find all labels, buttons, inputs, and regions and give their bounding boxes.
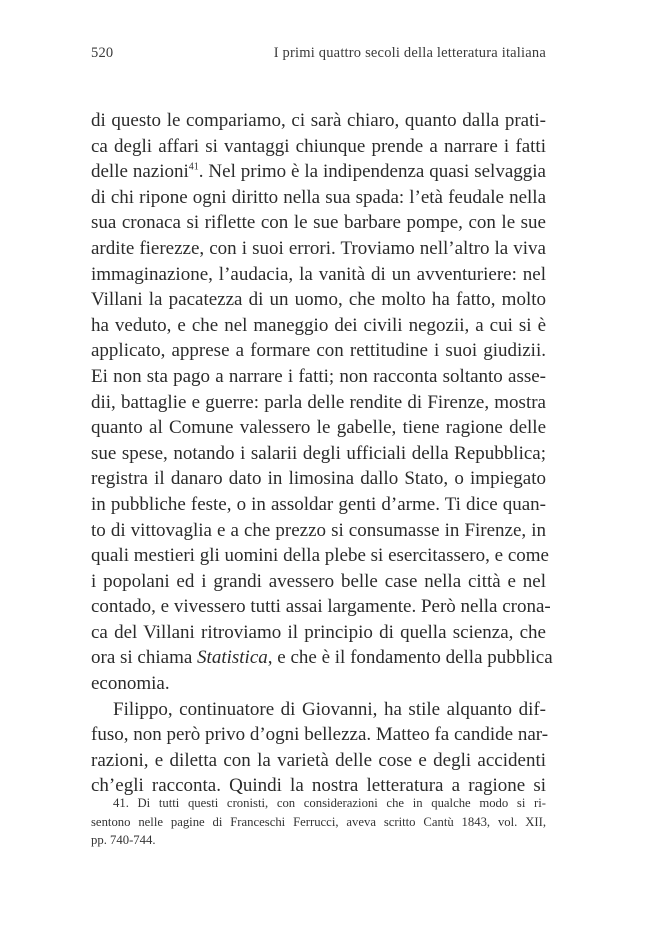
body-line-text: ora si chiama — [91, 647, 198, 669]
body-line: ca degli affari si vantaggi chiunque prende a narrare i fatti — [91, 135, 546, 157]
body-line: ch’egli racconta. Quindi la nostra letteratura a ragione si — [91, 775, 546, 797]
body-line: Villani la pacatezza di un uomo, che molto ha fatto, molto — [91, 289, 546, 311]
body-line: to di vittovaglia e a che prezzo si consumasse in Firenze, in — [91, 519, 546, 541]
body-line — [91, 645, 553, 671]
body-line-text: delle nazioni — [91, 161, 189, 183]
body-line: quanto al Comune valessero le gabelle, tiene ragione delle — [91, 417, 546, 439]
body-line: ardite fierezze, con i suoi errori. Troviamo nell’altro la viva — [91, 237, 546, 259]
body-line-text: , e che è il fondamento della pubblica — [267, 647, 553, 669]
footnote-line: sentono nelle pagine di Franceschi Ferrucci, aveva scritto Cantù 1843, vol. XII, — [91, 814, 546, 829]
footnote-line: pp. 740-744. — [91, 833, 156, 847]
running-title: I primi quattro secoli della letteratura italiana — [273, 45, 546, 61]
body-line: fuso, non però privo d’ogni bellezza. Matteo fa candide nar- — [91, 724, 549, 746]
body-line: sue spese, notando i salarii degli ufficiali della Repubblica; — [91, 442, 546, 464]
body-line: di questo le compariamo, ci sarà chiaro, quanto dalla prati- — [91, 110, 546, 131]
body-line — [91, 159, 546, 185]
body-line: registra il danaro dato in limosina dallo Stato, o impiegato — [91, 468, 546, 490]
body-line: in pubbliche feste, o in assoldar genti d’arme. Ti dice quan- — [91, 493, 546, 515]
body-line: i popolani ed i grandi avessero belle case nella città e nel — [91, 570, 546, 592]
body-line: dii, battaglie e guerre: parla delle rendite di Firenze, mostra — [91, 391, 546, 413]
body-line: razioni, e diletta con la varietà delle cose e degli accidenti — [91, 749, 546, 771]
italic-term: Statistica — [197, 647, 268, 669]
body-line-text: . Nel primo è la indipendenza quasi selvaggia — [198, 161, 546, 183]
body-line: immaginazione, l’audacia, la vanità di un avventuriere: nel — [91, 263, 546, 285]
footnote-reference[interactable]: 41 — [188, 161, 199, 173]
body-line: ha veduto, e che nel maneggio dei civili negozii, a cui si è — [91, 314, 546, 336]
body-line: di chi ripone ogni diritto nella sua spada: l’età feudale nella — [91, 186, 546, 208]
body-line: quali mestieri gli uomini della plebe si esercitassero, e come — [91, 545, 549, 567]
body-line: applicato, apprese a formare con rettitudine i suoi giudizii. — [91, 340, 546, 362]
body-line: Filippo, continuatore di Giovanni, ha stile alquanto dif- — [113, 698, 546, 720]
page-number: 520 — [91, 45, 114, 61]
body-line: ca del Villani ritroviamo il principio di quella scienza, che — [91, 621, 546, 643]
body-text — [91, 108, 553, 799]
footnote-line: 41. Di tutti questi cronisti, con considerazioni che in qualche modo si ri- — [113, 796, 546, 810]
body-line: economia. — [91, 673, 170, 695]
footnote — [91, 794, 546, 850]
body-line: contado, e vivessero tutti assai largamente. Però nella crona- — [91, 596, 551, 618]
body-line: sua cronaca si riflette con le sue barbare pompe, con le sue — [91, 212, 546, 234]
body-line: Ei non sta pago a narrare i fatti; non racconta soltanto asse- — [91, 365, 546, 387]
